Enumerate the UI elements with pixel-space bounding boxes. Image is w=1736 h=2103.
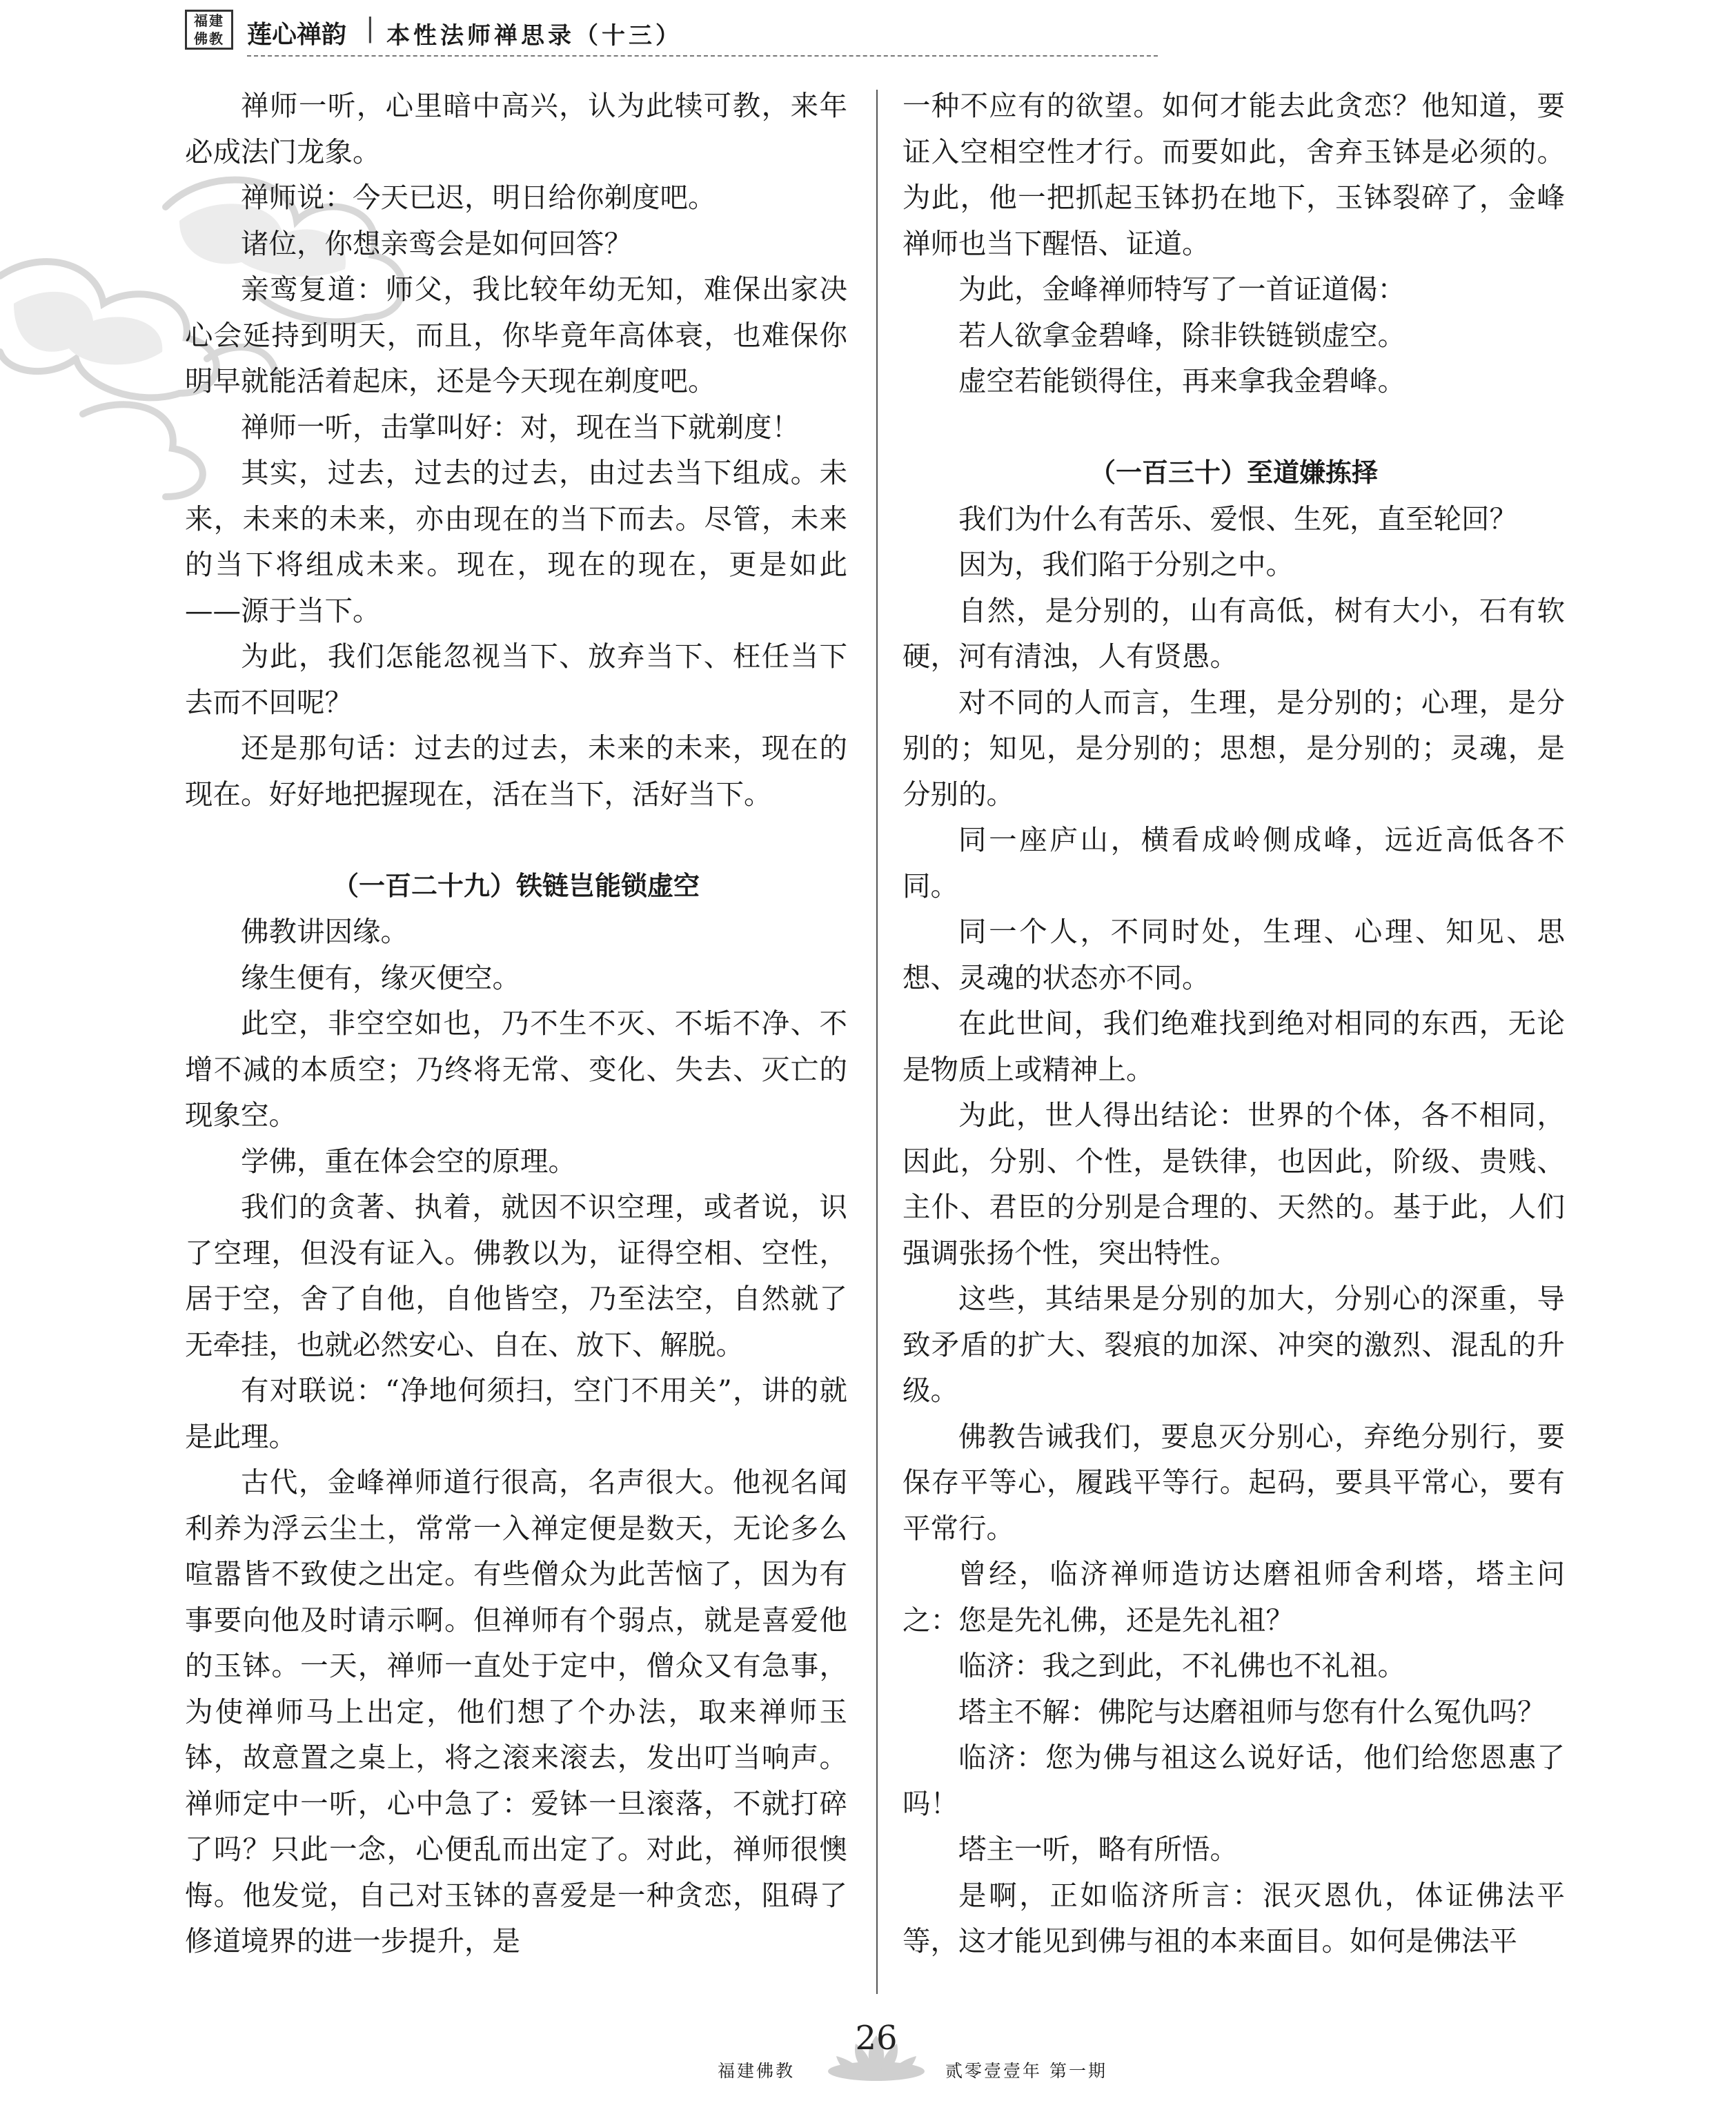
- paragraph: 古代，金峰禅师道行很高，名声很大。他视名闻利养为浮云尘土，常常一入禅定便是数天，无论多么喧嚣皆不致使之出定。有些僧众为此苦恼了，因为有事要向他及时请示啊。但禅师有个弱点，就是喜爱他的玉钵。一天，禅师一直处于定中，僧众又有急事，为使禅师马上出定，他们想了个办法，取来禅师玉钵，故意置之桌上，将之滚来滚去，发出叮当响声。禅师定中一听，心中急了：爱钵一旦滚落，不就打碎了吗？只此一念，心便乱而出定了。对此，禅师很懊悔。他发觉，自己对玉钵的喜爱是一种贪恋，阻碍了修道境界的进一步提升，是: [185, 1465, 847, 1957]
- paragraph: 为此，世人得出结论：世界的个体，各不相同，因此，分别、个性，是铁律，也因此，阶级、贵贱、主仆、君臣的分别是合理的、天然的。基于此，人们强调张扬个性，突出特性。: [902, 1098, 1565, 1270]
- paragraph: 对不同的人而言，生理，是分别的；心理，是分别的；知见，是分别的；思想，是分别的；灵魂，是分别的。: [902, 685, 1565, 811]
- paragraph: 我们为什么有苦乐、爱恨、生死，直至轮回？: [958, 502, 1517, 535]
- column-divider: [876, 90, 878, 1994]
- paragraph: 临济：我之到此，不礼佛也不礼祖。: [958, 1649, 1405, 1682]
- spacer: [185, 817, 847, 863]
- paragraph: 亲鸾复道：师父，我比较年幼无知，难保出家决心会延持到明天，而且，你毕竟年高体衰，也难保你明早就能活着起床，还是今天现在剃度吧。: [185, 273, 847, 397]
- paragraph: 曾经，临济禅师造访达磨祖师舍利塔，塔主问之：您是先礼佛，还是先礼祖？: [902, 1557, 1565, 1637]
- paragraph: 临济：您为佛与祖这么说好话，他们给您恩惠了吗！: [902, 1741, 1565, 1820]
- paragraph: 禅师说：今天已迟，明日给你剃度吧。: [241, 181, 716, 214]
- paragraph: 此空，非空空如也，乃不生不灭、不垢不净、不增不减的本质空；乃终将无常、变化、失去、灭亡的现象空。: [185, 1007, 847, 1132]
- paragraph: 同一座庐山，横看成岭侧成峰，远近高低各不同。: [902, 823, 1565, 902]
- spacer: [902, 404, 1565, 451]
- paragraph: 缘生便有，缘灭便空。: [241, 960, 520, 994]
- paragraph: 有对联说：“净地何须扫，空门不用关”，讲的就是此理。: [185, 1374, 847, 1453]
- paragraph: 为此，我们怎能忽视当下、放弃当下、枉任当下去而不回呢？: [185, 640, 847, 719]
- paragraph: 我们的贪著、执着，就因不识空理，或者说，识了空理，但没有证入。佛教以为，证得空相、空性，居于空，舍了自他，自他皆空，乃至法空，自然就了无牵挂，也就必然安心、自在、放下、解脱。: [185, 1190, 847, 1361]
- paragraph: 佛教讲因缘。: [241, 915, 408, 948]
- paragraph: 这些，其结果是分别的加大，分别心的深重，导致矛盾的扩大、裂痕的加深、冲突的激烈、混乱的升级。: [902, 1282, 1565, 1407]
- paragraph: 诸位，你想亲鸾会是如何回答？: [241, 226, 632, 260]
- paragraph: 禅师一听，心里暗中高兴，认为此犊可教，来年必成法门龙象。: [185, 89, 847, 168]
- header-separator: |: [366, 12, 375, 43]
- paragraph: 塔主一听，略有所悟。: [958, 1833, 1238, 1866]
- paragraph: 虚空若能锁得住，再来拿我金碧峰。: [958, 364, 1405, 397]
- header-rule: [247, 55, 1158, 57]
- section-heading: （一百二十九）铁链岂能锁虚空: [332, 870, 700, 901]
- paragraph: 在此世间，我们绝难找到绝对相同的东西，无论是物质上或精神上。: [902, 1007, 1565, 1086]
- paragraph: 为此，金峰禅师特写了一首证道偈：: [958, 273, 1405, 306]
- page-footer: [0, 2001, 1736, 2103]
- right-column: [902, 83, 1565, 1964]
- paragraph: 自然，是分别的，山有高低，树有大小，石有软硬，河有清浊，人有贤愚。: [902, 593, 1565, 673]
- paragraph: 禅师一听，击掌叫好：对，现在当下就剃度！: [241, 410, 800, 444]
- paragraph: 学佛，重在体会空的原理。: [241, 1144, 576, 1178]
- page-number: 26: [855, 2019, 898, 2057]
- paragraph: 塔主不解：佛陀与达磨祖师与您有什么冤仇吗？: [958, 1695, 1546, 1728]
- paragraph: 是啊，正如临济所言：泯灭恩仇，体证佛法平等，这才能见到佛与祖的本来面目。如何是佛法平: [902, 1878, 1565, 1957]
- magazine-logo: [185, 10, 233, 50]
- paragraph: 因为，我们陷于分别之中。: [958, 548, 1294, 581]
- footer-issue: 贰零壹壹年 第一期: [945, 2061, 1107, 2081]
- section-heading: （一百三十）至道嫌拣择: [1089, 457, 1378, 488]
- magazine-logo-text: 福建佛教: [194, 12, 224, 47]
- magazine-column-title: 莲心禅韵: [247, 21, 347, 49]
- footer-magazine-name: 福建佛教: [718, 2061, 796, 2081]
- page-header: [185, 8, 971, 50]
- paragraph: 一种不应有的欲望。如何才能去此贪恋？他知道，要证入空相空性才行。而要如此，舍弃玉钵是必须的。为此，他一把抓起玉钵扔在地下，玉钵裂碎了，金峰禅师也当下醒悟、证道。: [902, 89, 1565, 260]
- left-column: [185, 83, 847, 1964]
- section-title: 本性法师禅思录（十三）: [386, 22, 682, 50]
- paragraph: 佛教告诫我们，要息灭分别心，弃绝分别行，要保存平等心，履践平等行。起码，要具平常心，要有平常行。: [902, 1419, 1565, 1545]
- paragraph: 其实，过去，过去的过去，由过去当下组成。未来，未来的未来，亦由现在的当下而去。尽管，未来的当下将组成未来。现在，现在的现在，更是如此——源于当下。: [185, 456, 847, 627]
- paragraph: 还是那句话：过去的过去，未来的未来，现在的现在。好好地把握现在，活在当下，活好当下。: [185, 731, 847, 811]
- paragraph: 同一个人，不同时处，生理、心理、知见、思想、灵魂的状态亦不同。: [902, 915, 1565, 994]
- paragraph: 若人欲拿金碧峰，除非铁链锁虚空。: [958, 318, 1405, 352]
